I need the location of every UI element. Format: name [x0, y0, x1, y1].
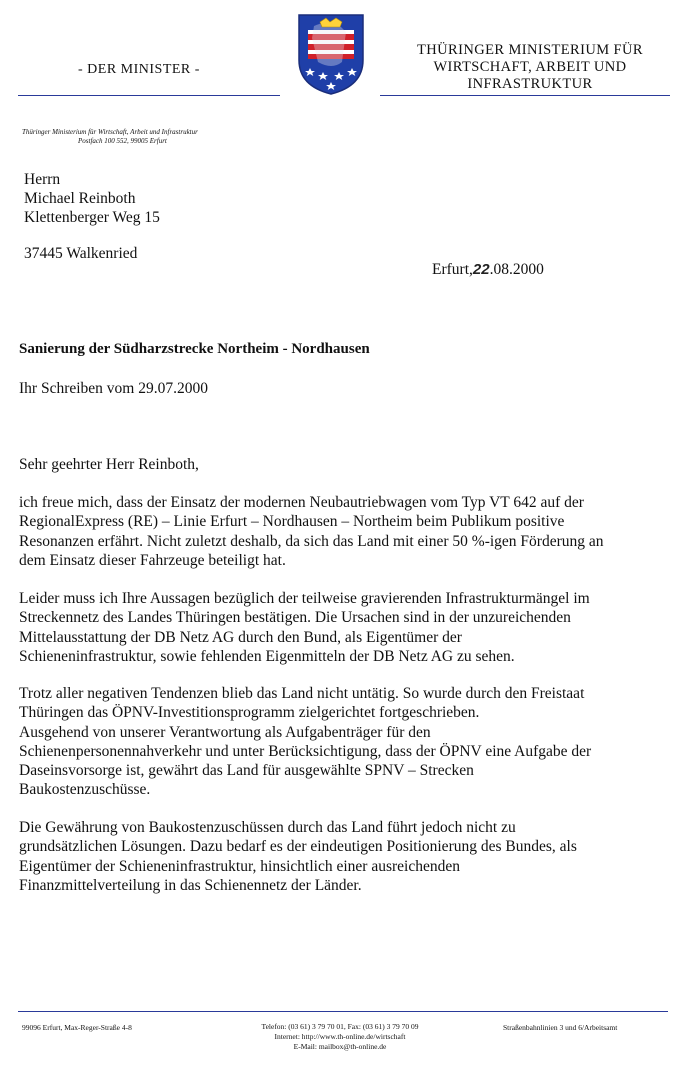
- date-rest: .08.2000: [489, 261, 544, 278]
- letter-subject: Sanierung der Südharzstrecke Northeim - Nordhausen: [19, 341, 370, 357]
- minister-label: - DER MINISTER -: [78, 62, 200, 77]
- header-rule-left: [18, 95, 280, 96]
- recipient-city: 37445 Walkenried: [24, 245, 138, 262]
- paragraph-line: Resonanzen erfährt. Nicht zuletzt deshalb, da sich das Land mit einer 50 %-igen Förderung an: [19, 532, 604, 550]
- paragraph-line: Schienenpersonennahverkehr und unter Berücksichtigung, dass der ÖPNV eine Aufgabe der: [19, 742, 592, 760]
- recipient-street: Klettenberger Weg 15: [24, 209, 160, 226]
- footer-transit: Straßenbahnlinien 3 und 6/Arbeitsamt: [503, 1023, 618, 1032]
- paragraph-line: Finanzmittelverteilung in das Schienennetz der Länder.: [19, 876, 362, 894]
- return-address: [22, 128, 198, 146]
- footer-contact: [225, 1022, 455, 1052]
- return-address-line-1: Thüringer Ministerium für Wirtschaft, Arbeit und Infrastruktur: [22, 128, 198, 136]
- paragraph-3: [19, 684, 664, 800]
- recipient-name: Michael Reinboth: [24, 190, 136, 207]
- paragraph-4: [19, 818, 664, 895]
- paragraph-line: Schieneninfrastruktur, sowie fehlenden Eigenmitteln der DB Netz AG zu sehen.: [19, 647, 515, 665]
- letter-reference: Ihr Schreiben vom 29.07.2000: [19, 380, 208, 397]
- paragraph-line: Ausgehend von unserer Verantwortung als Aufgabenträger für den: [19, 723, 431, 741]
- paragraph-line: ich freue mich, dass der Einsatz der modernen Neubautriebwagen vom Typ VT 642 auf der: [19, 494, 584, 511]
- paragraph-line: Streckennetz des Landes Thüringen bestätigen. Die Ursachen sind in der unzureichenden: [19, 609, 571, 627]
- paragraph-line: Leider muss ich Ihre Aussagen bezüglich der teilweise gravierenden Infrastrukturmängel im: [19, 590, 590, 607]
- recipient-salutation: Herrn: [24, 171, 61, 188]
- paragraph-line: Baukostenzuschüsse.: [19, 781, 151, 799]
- footer-email: E-Mail: mailbox@th-online.de: [293, 1042, 387, 1051]
- date-place: Erfurt,: [432, 261, 473, 278]
- ministry-line-3: INFRASTRUKTUR: [467, 76, 593, 92]
- ministry-name: [395, 42, 665, 93]
- recipient-address: [24, 170, 160, 227]
- paragraph-2: [19, 589, 664, 666]
- footer-internet: Internet: http://www.th-online.de/wirtschaft: [274, 1032, 406, 1041]
- footer-address: 99096 Erfurt, Max-Reger-Straße 4-8: [22, 1023, 132, 1032]
- letter-greeting: Sehr geehrter Herr Reinboth,: [19, 456, 199, 473]
- ministry-line-2: WIRTSCHAFT, ARBEIT UND: [433, 59, 627, 75]
- paragraph-line: Trotz aller negativen Tendenzen blieb das Land nicht untätig. So wurde durch den Freistaat: [19, 685, 585, 702]
- paragraph-line: RegionalExpress (RE) – Linie Erfurt – Nordhausen – Northeim beim Publikum positive: [19, 513, 565, 531]
- paragraph-line: Eigentümer der Schieneninfrastruktur, hinsichtlich einer ausreichenden: [19, 857, 460, 875]
- paragraph-line: Die Gewährung von Baukostenzuschüssen durch das Land führt jedoch nicht zu: [19, 819, 516, 836]
- footer-phone: Telefon: (03 61) 3 79 70 01, Fax: (03 61) 3 79 70 09: [261, 1022, 419, 1031]
- paragraph-line: Mittelausstattung der DB Netz AG durch den Bund, als Eigentümer der: [19, 628, 462, 646]
- date-day-handwritten: 22: [472, 261, 490, 278]
- ministry-line-1: THÜRINGER MINISTERIUM FÜR: [417, 42, 643, 58]
- thuringia-coat-of-arms-icon: [296, 12, 366, 96]
- paragraph-1: [19, 493, 664, 570]
- paragraph-line: Daseinsvorsorge ist, gewährt das Land für ausgewählte SPNV – Strecken: [19, 762, 474, 780]
- paragraph-line: grundsätzlichen Lösungen. Dazu bedarf es der eindeutigen Positionierung des Bundes, als: [19, 838, 577, 856]
- return-address-line-2: Postfach 100 552, 99005 Erfurt: [78, 137, 167, 145]
- footer-rule: [18, 1011, 668, 1012]
- paragraph-line: dem Einsatz dieser Fahrzeuge beteiligt hat.: [19, 551, 286, 569]
- header-rule-right: [380, 95, 670, 96]
- letter-date: [432, 261, 544, 279]
- paragraph-line: Thüringen das ÖPNV-Investitionsprogramm zielgerichtet fortgeschrieben.: [19, 704, 480, 722]
